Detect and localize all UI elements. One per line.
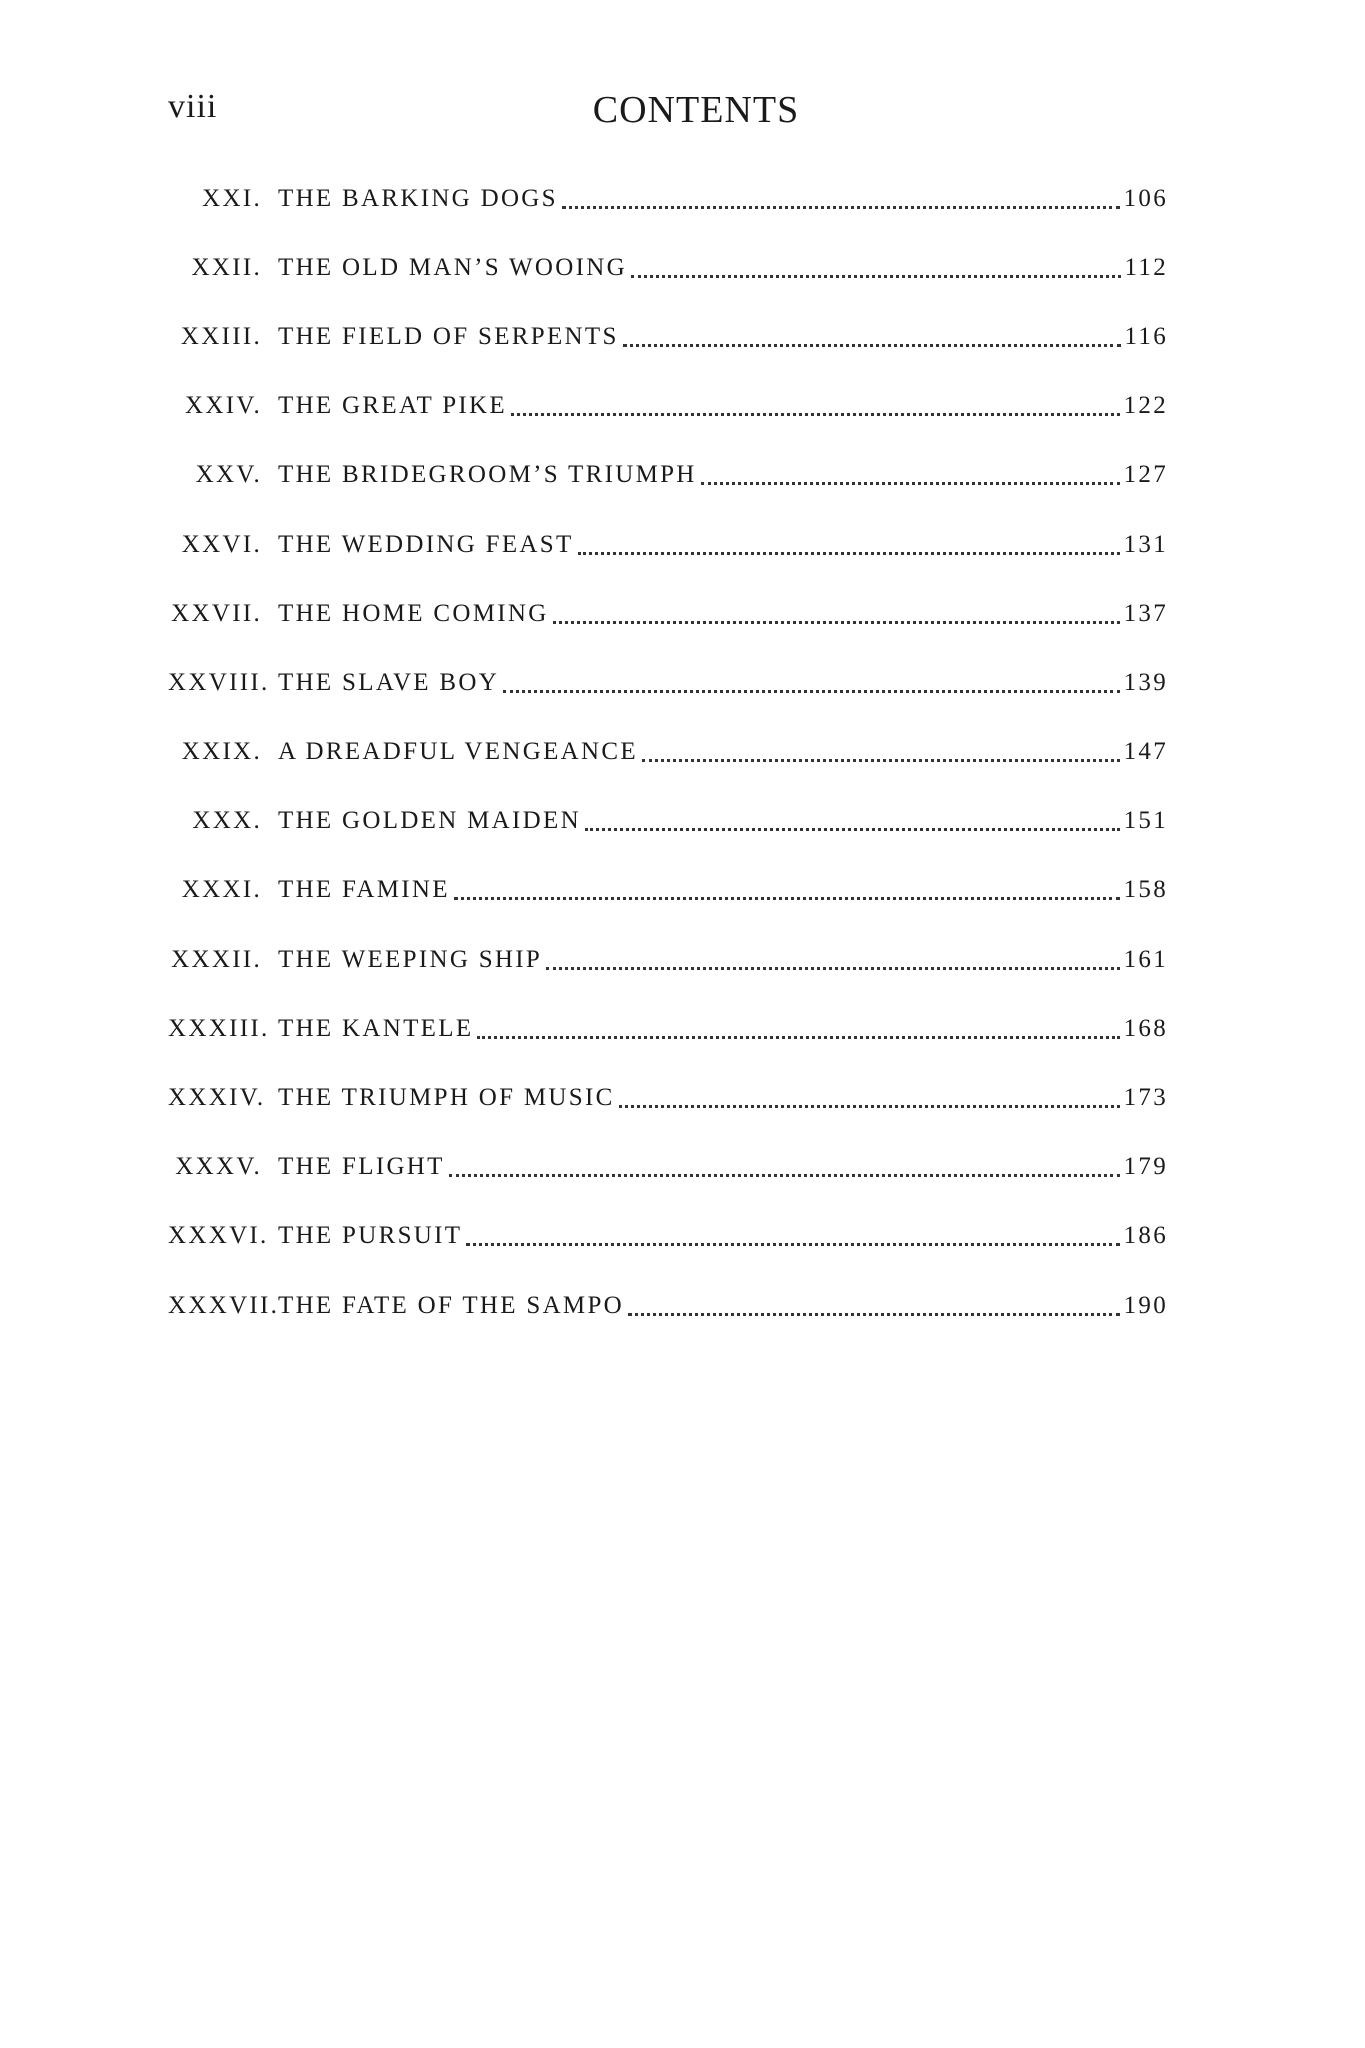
chapter-title: THE KANTELE <box>278 1014 474 1042</box>
chapter-title: THE WEDDING FEAST <box>278 530 574 558</box>
chapter-numeral: XXXII. <box>171 945 262 973</box>
chapter-page-number: 112 <box>1124 253 1168 281</box>
chapter-numeral: XXVIII. <box>168 668 270 696</box>
chapter-numeral: XXXV. <box>175 1153 262 1181</box>
toc-entry <box>168 1202 1168 1271</box>
chapter-page-number: 161 <box>1123 945 1168 973</box>
chapter-numeral: XXXVI. <box>168 1222 269 1250</box>
dot-leader <box>619 1104 1120 1108</box>
toc-entry <box>168 510 1168 579</box>
toc-entry <box>168 718 1168 787</box>
toc-entry <box>168 925 1168 994</box>
chapter-numeral: XXVII. <box>171 599 262 627</box>
chapter-title: THE BRIDEGROOM’S TRIUMPH <box>278 461 697 489</box>
chapter-numeral: XXIV. <box>184 392 262 420</box>
chapter-numeral: XXI. <box>202 184 262 212</box>
chapter-numeral: XXIX. <box>181 738 262 766</box>
dot-leader <box>623 343 1121 347</box>
toc-entry <box>168 1271 1168 1340</box>
chapter-page-number: 139 <box>1123 668 1168 696</box>
dot-leader <box>562 205 1120 209</box>
toc-entry <box>168 164 1168 233</box>
toc-entry <box>168 372 1168 441</box>
toc-entry <box>168 302 1168 371</box>
toc-entry <box>168 1063 1168 1132</box>
dot-leader <box>477 1035 1119 1039</box>
chapter-page-number: 122 <box>1123 392 1168 420</box>
chapter-title: THE OLD MAN’S WOOING <box>278 253 627 281</box>
dot-leader <box>511 412 1120 416</box>
chapter-title: THE GOLDEN MAIDEN <box>278 807 581 835</box>
chapter-page-number: 147 <box>1123 738 1168 766</box>
chapter-numeral: XXX. <box>192 807 262 835</box>
chapter-numeral: XXXI. <box>181 876 262 904</box>
chapter-page-number: 168 <box>1123 1014 1168 1042</box>
toc-entry <box>168 233 1168 302</box>
dot-leader <box>585 827 1120 831</box>
chapter-title: THE PURSUIT <box>278 1222 463 1250</box>
chapter-title: THE WEEPING SHIP <box>278 945 543 973</box>
dot-leader <box>628 1312 1120 1316</box>
chapter-page-number: 179 <box>1123 1153 1168 1181</box>
chapter-title: THE FIELD OF SERPENTS <box>278 322 619 350</box>
page-title: CONTENTS <box>592 89 800 131</box>
chapter-page-number: 151 <box>1123 807 1168 835</box>
chapter-page-number: 116 <box>1124 322 1168 350</box>
dot-leader <box>701 481 1120 485</box>
dot-leader <box>466 1242 1119 1246</box>
chapter-numeral: XXV. <box>195 461 262 489</box>
chapter-numeral: XXVI. <box>181 530 262 558</box>
chapter-title: THE BARKING DOGS <box>278 184 558 212</box>
chapter-page-number: 158 <box>1123 876 1168 904</box>
toc-entry <box>168 441 1168 510</box>
chapter-page-number: 173 <box>1123 1084 1168 1112</box>
toc-entry <box>168 1133 1168 1202</box>
chapter-page-number: 131 <box>1123 530 1168 558</box>
chapter-page-number: 106 <box>1123 184 1168 212</box>
page-number: viii <box>168 88 218 125</box>
chapter-title: THE TRIUMPH OF MUSIC <box>278 1084 615 1112</box>
chapter-title: THE SLAVE BOY <box>278 668 500 696</box>
chapter-numeral: XXII. <box>191 253 262 281</box>
dot-leader <box>553 620 1120 624</box>
chapter-page-number: 127 <box>1123 461 1168 489</box>
dot-leader <box>454 896 1120 900</box>
chapter-title: THE FLIGHT <box>278 1153 445 1181</box>
toc-entry <box>168 994 1168 1063</box>
page-header <box>168 88 1168 142</box>
toc-entry <box>168 856 1168 925</box>
table-of-contents <box>168 164 1168 1340</box>
chapter-title: THE FAMINE <box>278 876 450 904</box>
chapter-page-number: 186 <box>1123 1222 1168 1250</box>
chapter-page-number: 137 <box>1123 599 1168 627</box>
chapter-title: THE GREAT PIKE <box>278 392 507 420</box>
chapter-numeral: XXXIV. <box>168 1084 266 1112</box>
chapter-title: THE FATE OF THE SAMPO <box>278 1291 625 1319</box>
dot-leader <box>578 551 1120 555</box>
chapter-title: A DREADFUL VENGEANCE <box>278 738 638 766</box>
dot-leader <box>631 274 1121 278</box>
toc-entry <box>168 787 1168 856</box>
toc-entry <box>168 579 1168 648</box>
chapter-title: THE HOME COMING <box>278 599 549 627</box>
dot-leader <box>642 758 1120 762</box>
dot-leader <box>503 689 1119 693</box>
chapter-numeral: XXXVII. <box>168 1291 280 1319</box>
toc-entry <box>168 648 1168 717</box>
chapter-numeral: XXXIII. <box>168 1014 270 1042</box>
dot-leader <box>449 1173 1120 1177</box>
chapter-numeral: XXIII. <box>180 322 262 350</box>
chapter-page-number: 190 <box>1123 1291 1168 1319</box>
dot-leader <box>546 966 1119 970</box>
